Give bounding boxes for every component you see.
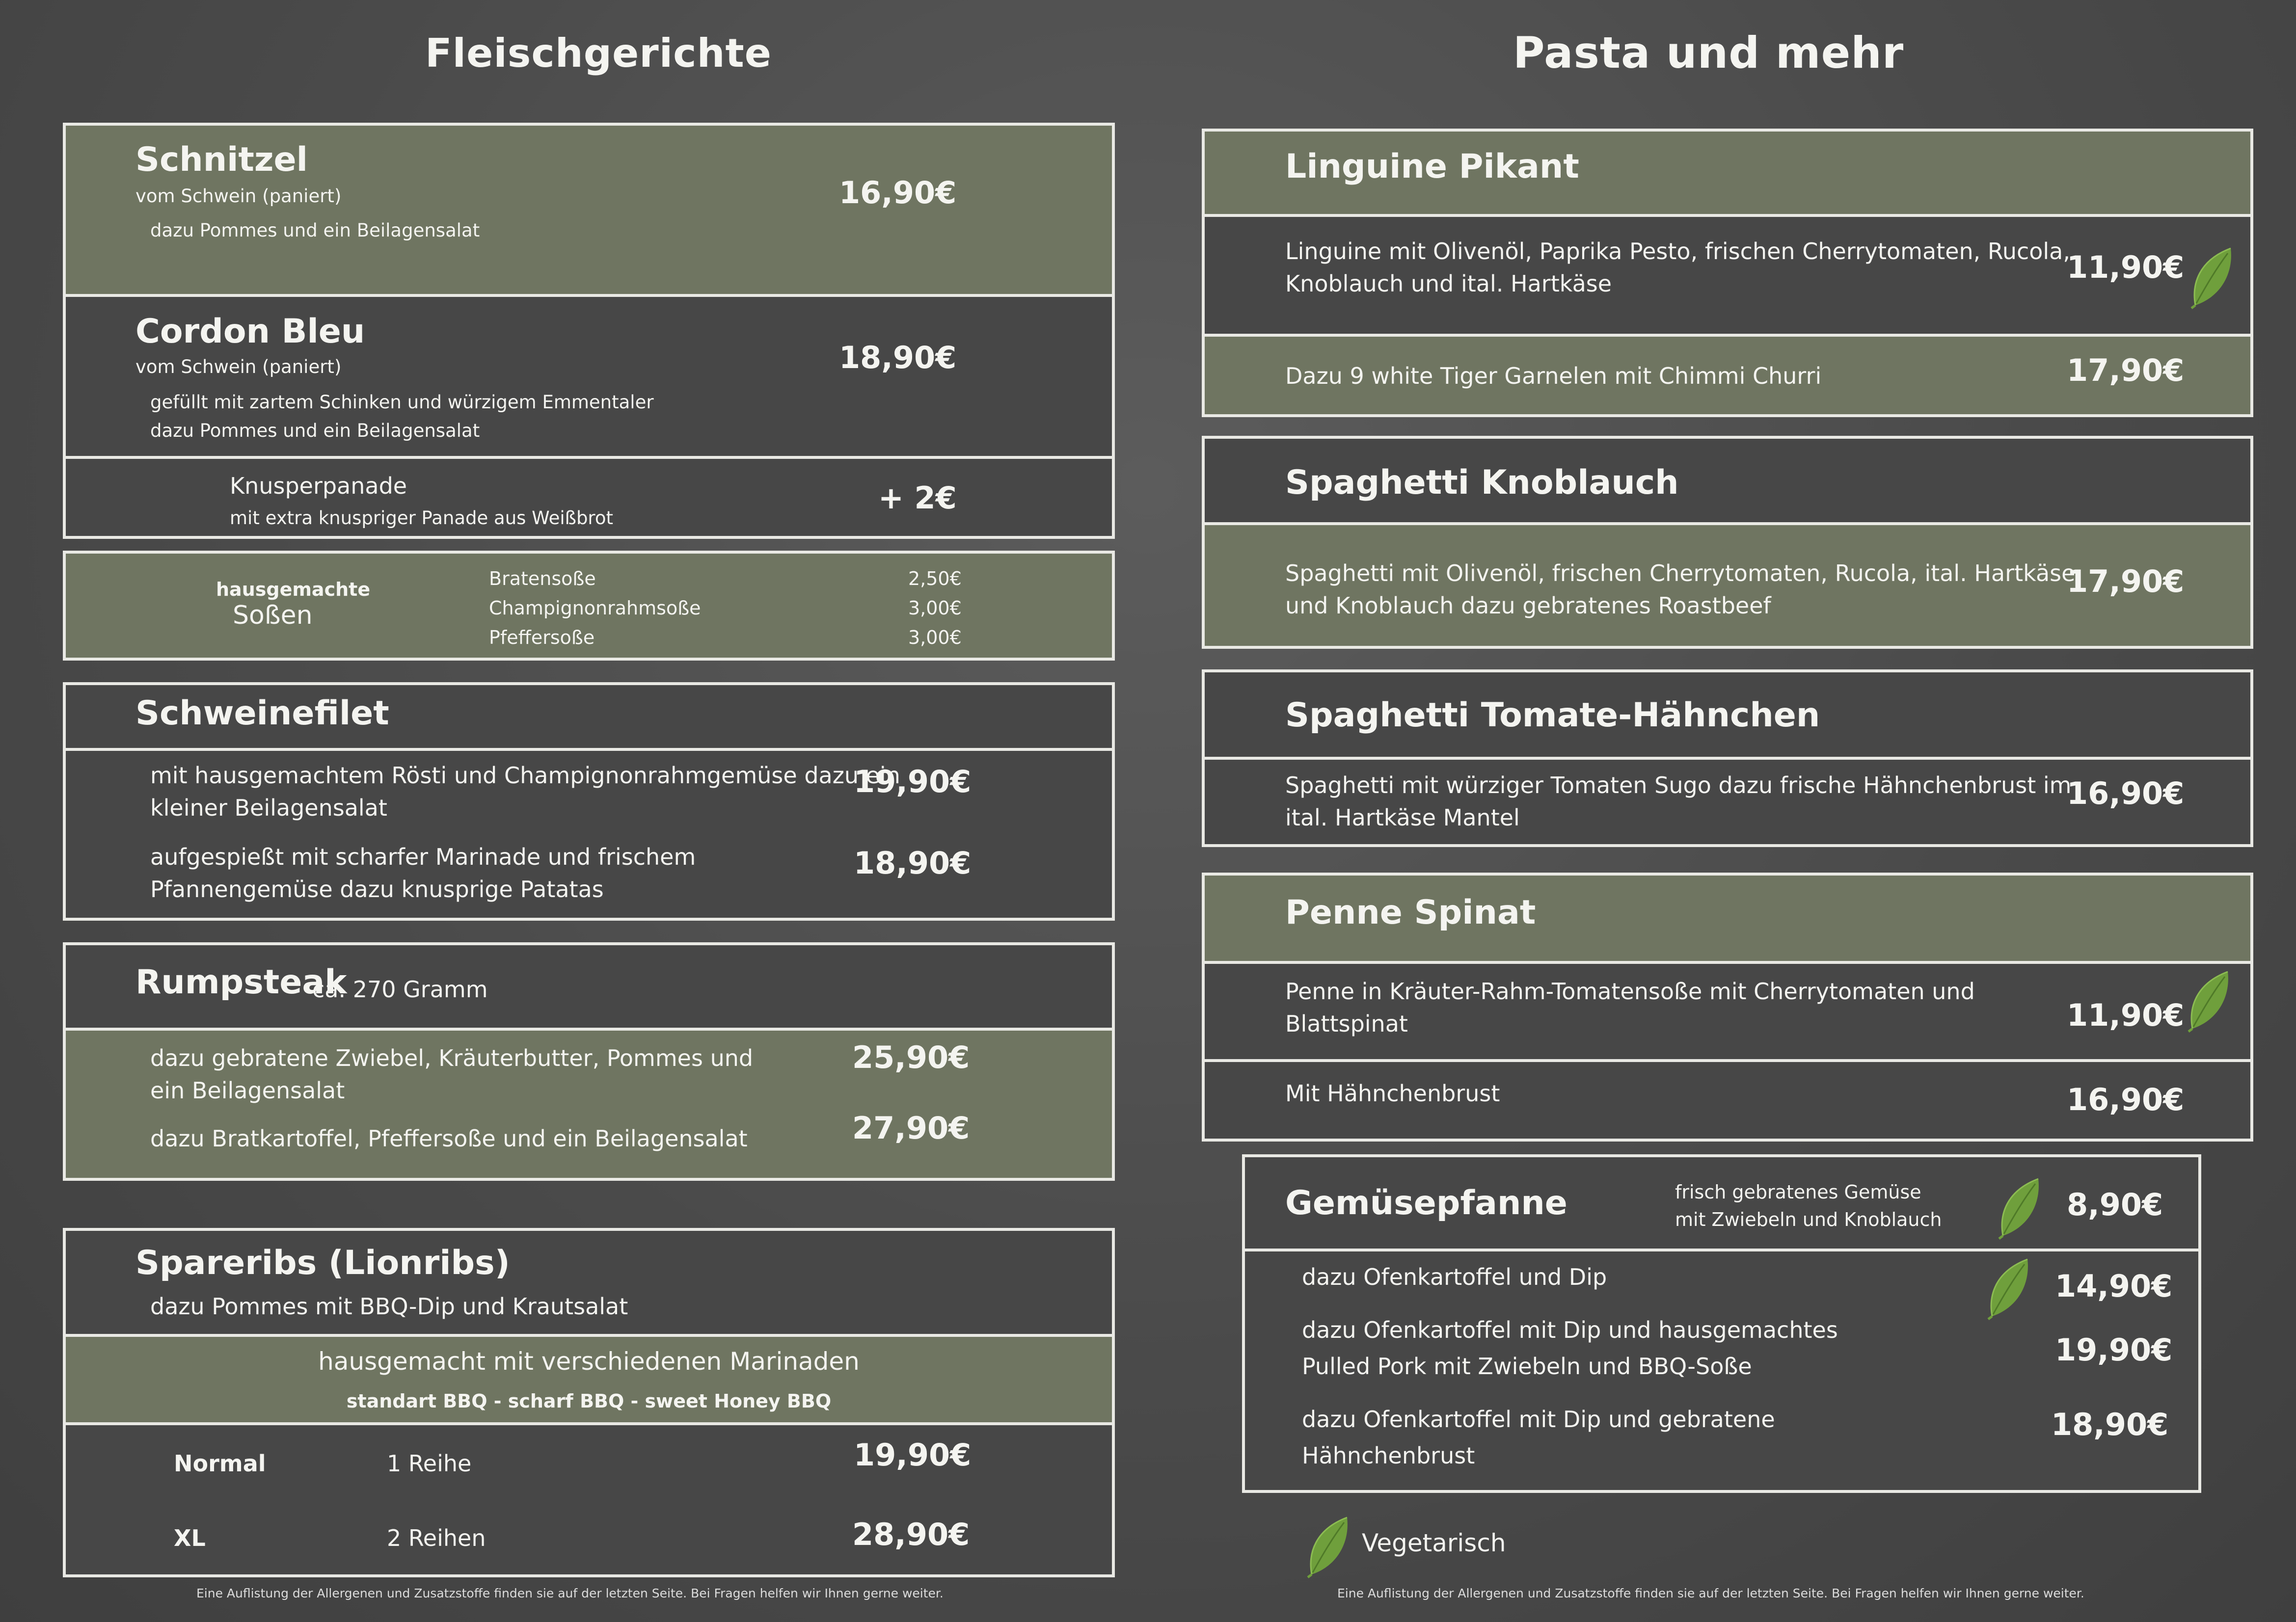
penne-extra: Mit Hähnchenbrust: [1285, 1080, 1500, 1107]
cordon-sub: vom Schwein (paniert): [135, 356, 342, 377]
rumpsteak-item1-price: 25,90€: [852, 1039, 970, 1075]
sossen-item-3: Pfeffersoße: [489, 627, 595, 648]
sossen-item-1: Bratensoße: [489, 568, 596, 589]
knusper-title: Knusperpanade: [230, 473, 407, 499]
schweinefilet-item2-l2: Pfannengemüse dazu knusprige Patatas: [150, 876, 604, 903]
schweinefilet-item2-l1: aufgespießt mit scharfer Marinade und frischem: [150, 844, 696, 870]
sossen-label-1: hausgemachte: [216, 579, 371, 600]
gemuese-title: Gemüsepfanne: [1285, 1184, 1567, 1223]
spareribs-title: Spareribs (Lionribs): [135, 1244, 510, 1282]
schnitzel-desc: dazu Pommes und ein Beilagensalat: [150, 220, 480, 241]
tomate-title: Spaghetti Tomate-Hähnchen: [1285, 696, 1820, 735]
knoblauch-l2: und Knoblauch dazu gebratenes Roastbeef: [1285, 592, 1771, 619]
schnitzel-box: [63, 123, 1115, 539]
knoblauch-title: Spaghetti Knoblauch: [1285, 463, 1679, 502]
linguine-l1: Linguine mit Olivenöl, Paprika Pesto, frischen Cherrytomaten, Rucola,: [1285, 238, 2070, 265]
penne-title: Penne Spinat: [1285, 893, 1536, 932]
gemuese-item2-l2: Pulled Pork mit Zwiebeln und BBQ-Soße: [1302, 1353, 1752, 1380]
gemuese-item3-l1: dazu Ofenkartoffel mit Dip und gebratene: [1302, 1406, 1775, 1433]
knusper-price: + 2€: [878, 480, 957, 516]
spareribs-normal-price: 19,90€: [854, 1437, 972, 1473]
vegetarian-leaf-icon: [1986, 1256, 2030, 1320]
left-footer: Eine Auflistung der Allergenen und Zusatzstoffe finden sie auf der letzten Seite. Bei Fragen helfen wir Ihnen gerne weiter.: [196, 1586, 944, 1600]
penne-l2: Blattspinat: [1285, 1010, 1408, 1037]
cordon-price: 18,90€: [839, 340, 957, 375]
gemuese-sub-1: frisch gebratenes Gemüse: [1675, 1181, 1921, 1203]
linguine-l2: Knoblauch und ital. Hartkäse: [1285, 270, 1612, 297]
sossen-price-2: 3,00€: [908, 597, 962, 619]
gemuese-item2-l1: dazu Ofenkartoffel mit Dip und hausgemachtes: [1302, 1317, 1838, 1343]
rumpsteak-weight: ca. 270 Gramm: [312, 976, 488, 1003]
gemuese-item1-price: 14,90€: [2055, 1268, 2173, 1304]
schweinefilet-item1-l2: kleiner Beilagensalat: [150, 795, 387, 821]
tomate-l2: ital. Hartkäse Mantel: [1285, 804, 1520, 831]
penne-extra-price: 16,90€: [2067, 1082, 2185, 1117]
spareribs-normal: Normal: [174, 1450, 266, 1477]
cordon-desc-2: dazu Pommes und ein Beilagensalat: [150, 420, 480, 441]
sossen-label-2: Soßen: [233, 601, 313, 630]
schweinefilet-item2-price: 18,90€: [854, 845, 972, 881]
right-heading: Pasta und mehr: [1513, 27, 1904, 78]
left-heading: Fleischgerichte: [425, 30, 772, 76]
schweinefilet-item1-l1: mit hausgemachtem Rösti und Champignonrahmgemüse dazu ein: [150, 762, 900, 789]
spareribs-banner-1: hausgemacht mit verschiedenen Marinaden: [318, 1347, 860, 1376]
knoblauch-l1: Spaghetti mit Olivenöl, frischen Cherrytomaten, Rucola, ital. Hartkäse: [1285, 560, 2076, 586]
knoblauch-price: 17,90€: [2067, 563, 2185, 599]
vegetarian-legend-icon: [1306, 1515, 1350, 1578]
vegetarian-legend-label: Vegetarisch: [1362, 1529, 1506, 1557]
schweinefilet-box: [63, 682, 1115, 921]
schnitzel-sub: vom Schwein (paniert): [135, 186, 342, 207]
gemuese-item2-price: 19,90€: [2055, 1332, 2173, 1368]
linguine-price: 11,90€: [2067, 249, 2185, 285]
schnitzel-title: Schnitzel: [135, 140, 308, 179]
spareribs-xl-rows: 2 Reihen: [387, 1525, 486, 1551]
linguine-extra-price: 17,90€: [2067, 352, 2185, 388]
right-footer: Eine Auflistung der Allergenen und Zusatzstoffe finden sie auf der letzten Seite. Bei Fragen helfen wir Ihnen gerne weiter.: [1337, 1586, 2084, 1600]
knoblauch-box: [1202, 436, 2253, 649]
gemuese-item1: dazu Ofenkartoffel und Dip: [1302, 1264, 1607, 1290]
knusper-desc: mit extra knuspriger Panade aus Weißbrot: [230, 507, 613, 529]
cordon-desc-1: gefüllt mit zartem Schinken und würzigem Emmentaler: [150, 392, 654, 413]
gemuese-price: 8,90€: [2067, 1187, 2163, 1223]
linguine-extra: Dazu 9 white Tiger Garnelen mit Chimmi Churri: [1285, 363, 1822, 389]
schweinefilet-item1-price: 19,90€: [854, 764, 972, 799]
gemuese-sub-2: mit Zwiebeln und Knoblauch: [1675, 1209, 1942, 1230]
sossen-price-3: 3,00€: [908, 627, 962, 648]
tomate-l1: Spaghetti mit würziger Tomaten Sugo dazu frische Hähnchenbrust im: [1285, 772, 2072, 798]
cordon-title: Cordon Bleu: [135, 312, 365, 351]
sossen-box: [63, 551, 1115, 661]
vegetarian-leaf-icon: [2187, 969, 2231, 1033]
rumpsteak-title: Rumpsteak: [135, 963, 347, 1002]
rumpsteak-item1-l2: ein Beilagensalat: [150, 1077, 345, 1104]
penne-price: 11,90€: [2067, 997, 2185, 1033]
rumpsteak-item1-l1: dazu gebratene Zwiebel, Kräuterbutter, Pommes und: [150, 1045, 754, 1071]
sossen-item-2: Champignonrahmsoße: [489, 597, 701, 619]
spareribs-desc: dazu Pommes mit BBQ-Dip und Krautsalat: [150, 1293, 628, 1320]
linguine-title: Linguine Pikant: [1285, 147, 1579, 186]
spareribs-normal-rows: 1 Reihe: [387, 1450, 472, 1477]
tomate-box: [1202, 669, 2253, 847]
rumpsteak-item2: dazu Bratkartoffel, Pfeffersoße und ein Beilagensalat: [150, 1125, 748, 1152]
penne-l1: Penne in Kräuter-Rahm-Tomatensoße mit Cherrytomaten und: [1285, 978, 1975, 1005]
linguine-box: [1202, 129, 2253, 417]
rumpsteak-item2-price: 27,90€: [852, 1110, 970, 1146]
gemuese-box: [1242, 1154, 2201, 1493]
tomate-price: 16,90€: [2067, 775, 2185, 811]
vegetarian-leaf-icon: [1997, 1176, 2041, 1240]
spareribs-xl: XL: [174, 1525, 206, 1551]
rumpsteak-box: [63, 942, 1115, 1181]
sossen-price-1: 2,50€: [908, 568, 962, 589]
vegetarian-leaf-icon: [2189, 245, 2234, 309]
gemuese-item3-price: 18,90€: [2051, 1407, 2169, 1442]
penne-box: [1202, 873, 2253, 1142]
schnitzel-price: 16,90€: [839, 175, 957, 211]
spareribs-box: [63, 1228, 1115, 1577]
spareribs-banner-2: standart BBQ - scharf BBQ - sweet Honey BBQ: [346, 1390, 832, 1412]
spareribs-xl-price: 28,90€: [852, 1516, 970, 1552]
gemuese-item3-l2: Hähnchenbrust: [1302, 1442, 1475, 1469]
schweinefilet-title: Schweinefilet: [135, 694, 389, 733]
